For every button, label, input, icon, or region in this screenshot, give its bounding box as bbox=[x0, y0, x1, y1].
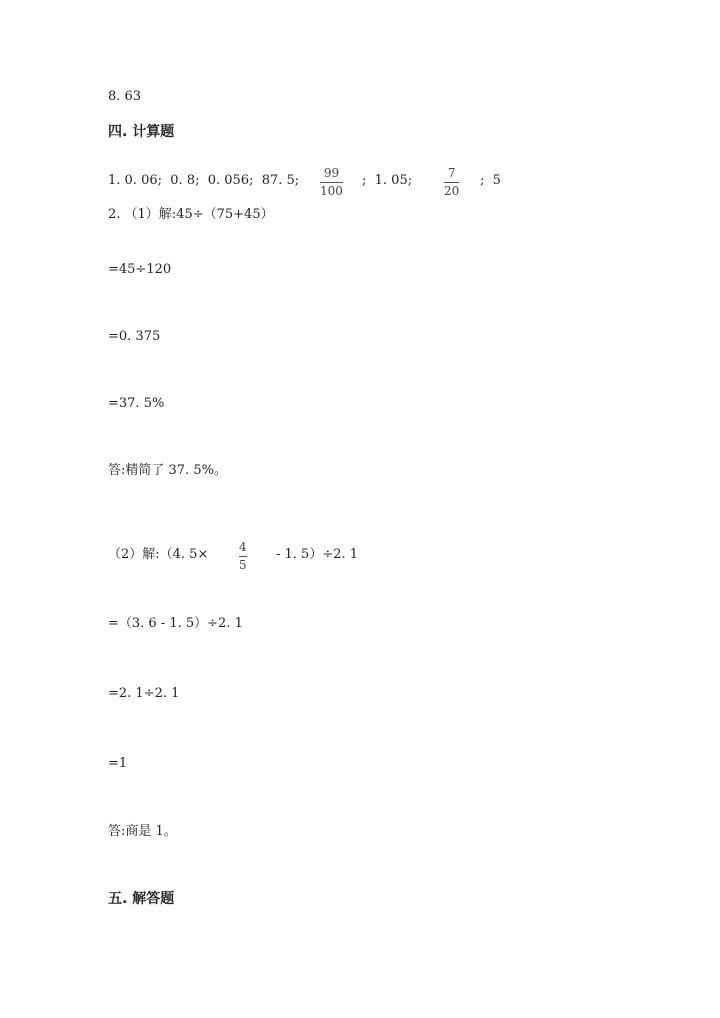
fraction-bar bbox=[239, 556, 247, 557]
q1-fraction-2 bbox=[444, 167, 459, 198]
fraction-denominator: 20 bbox=[444, 184, 460, 198]
q2-p2-line-2: =（3. 6 - 1. 5）÷2. 1 bbox=[108, 616, 243, 631]
q2-p2-line-3: =2. 1÷2. 1 bbox=[108, 686, 180, 701]
section-4-heading: 四. 计算题 bbox=[108, 124, 175, 140]
fraction-numerator: 4 bbox=[239, 540, 247, 554]
q2-p1-line-3: =0. 375 bbox=[108, 329, 161, 344]
fraction-denominator: 100 bbox=[320, 184, 343, 198]
q2-p1-answer: 答:精简了 37. 5%。 bbox=[108, 463, 227, 478]
q2-p2-answer: 答:商是 1。 bbox=[108, 824, 177, 839]
q1-text-part-c: ; 5 bbox=[480, 173, 501, 188]
q2-p2-fraction bbox=[239, 541, 247, 572]
fraction-bar bbox=[320, 182, 343, 183]
q2-p2-text-b: - 1. 5）÷2. 1 bbox=[276, 547, 359, 562]
fraction-numerator: 7 bbox=[447, 166, 456, 180]
q1-text-part-b: ; 1. 05; bbox=[362, 173, 413, 188]
q2-p1-line-4: =37. 5% bbox=[108, 396, 165, 411]
q1-fraction-1 bbox=[320, 167, 343, 198]
fraction-denominator: 5 bbox=[239, 558, 247, 572]
fraction-numerator: 99 bbox=[323, 166, 340, 180]
q1-text-part-a: 1. 0. 06; 0. 8; 0. 056; 87. 5; bbox=[108, 173, 300, 188]
q2-p1-line-2: =45÷120 bbox=[108, 262, 172, 277]
previous-answer: 8. 63 bbox=[108, 89, 142, 104]
q2-p2-text-a: （2）解:（4. 5× bbox=[108, 547, 209, 562]
q2-p1-line-1: 2. （1）解:45÷（75+45） bbox=[108, 207, 274, 222]
q2-p2-line-4: =1 bbox=[108, 756, 128, 771]
fraction-bar bbox=[444, 182, 459, 183]
section-5-heading: 五. 解答题 bbox=[108, 891, 175, 907]
